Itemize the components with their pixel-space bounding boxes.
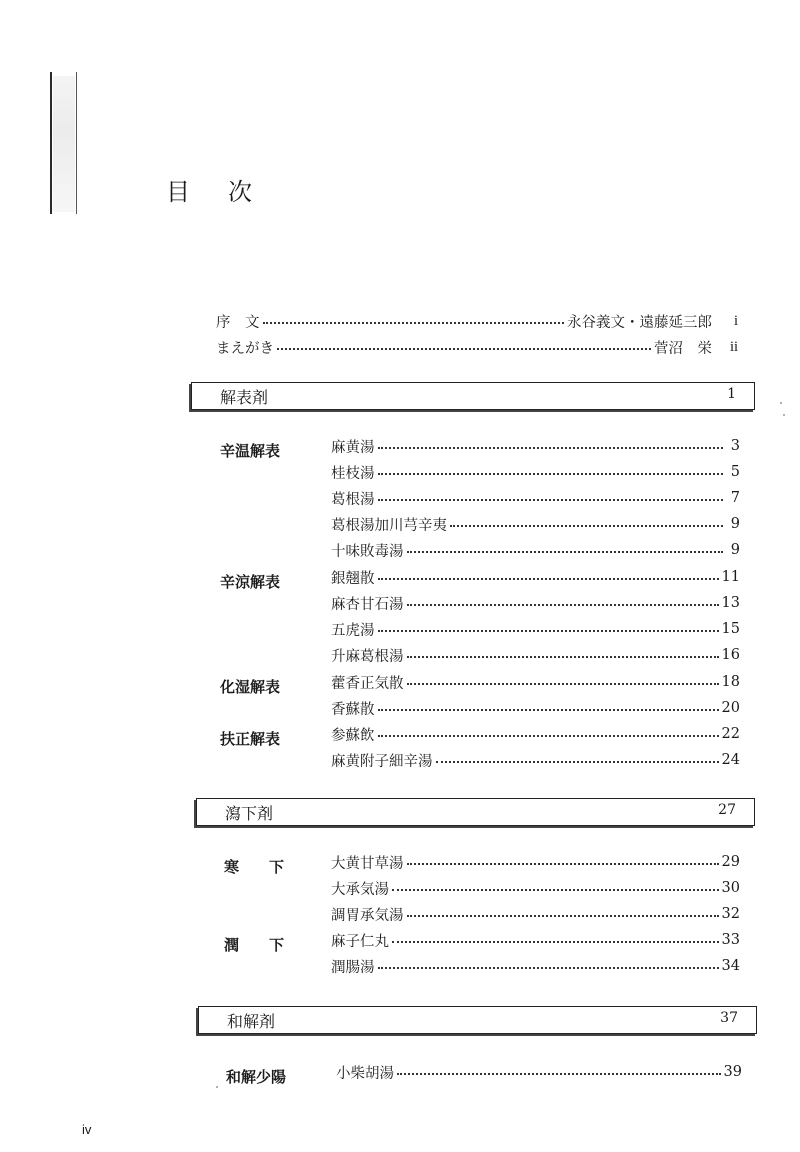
- section-page: 1: [727, 386, 736, 402]
- entry-page: 7: [730, 490, 740, 506]
- toc-preface-page: i: [733, 312, 738, 329]
- leader-dots: [263, 322, 565, 324]
- leader-dots: [407, 863, 719, 865]
- entry-page: 30: [721, 880, 740, 896]
- toc-entry[interactable]: [331, 644, 740, 666]
- toc-entry[interactable]: [331, 955, 740, 977]
- toc-preface-author: 永谷義文・遠藤延三郎: [567, 314, 712, 331]
- entry-page: 9: [730, 542, 740, 558]
- entry-name: 大承気湯: [331, 881, 389, 898]
- entry-page: 5: [730, 464, 740, 480]
- entry-page: 13: [721, 595, 740, 611]
- page-title-char-1: 目: [166, 178, 190, 206]
- section-page: 37: [720, 1010, 738, 1026]
- toc-entry[interactable]: [331, 671, 740, 693]
- entry-page: 39: [723, 1064, 742, 1080]
- leader-dots: [392, 941, 719, 943]
- entry-name: 十味敗毒湯: [331, 543, 404, 560]
- entry-page: 3: [730, 438, 740, 454]
- leader-dots: [378, 967, 719, 969]
- leader-dots: [392, 889, 719, 891]
- entry-name: 葛根湯加川芎辛夷: [331, 517, 447, 534]
- toc-entry[interactable]: [331, 592, 740, 614]
- toc-entry[interactable]: [331, 513, 740, 535]
- entry-page: 9: [730, 516, 740, 532]
- entry-name: 升麻葛根湯: [331, 648, 404, 665]
- toc-entry[interactable]: [331, 851, 740, 873]
- entry-name: 五虎湯: [331, 622, 375, 639]
- toc-entry[interactable]: [331, 461, 740, 483]
- leader-dots: [378, 447, 724, 449]
- entry-name: 調胃承気湯: [331, 907, 404, 924]
- toc-entry[interactable]: [331, 903, 740, 925]
- entry-page: 29: [721, 854, 740, 870]
- leader-dots: [450, 525, 723, 527]
- page-title: [166, 172, 252, 207]
- entry-page: 24: [721, 752, 740, 768]
- page-title-char-2: 次: [228, 178, 252, 206]
- section-page: 27: [718, 802, 736, 818]
- leader-dots: [407, 551, 724, 553]
- entry-page: 20: [721, 700, 740, 716]
- scan-speck: [780, 402, 782, 404]
- toc-entry[interactable]: [331, 723, 740, 745]
- leader-dots: [407, 915, 719, 917]
- entry-page: 34: [721, 958, 740, 974]
- entry-page: 15: [721, 621, 740, 637]
- toc-foreword-page: ii: [729, 338, 738, 355]
- category-label: 和解少陽: [226, 1068, 287, 1086]
- scan-speck: [216, 1086, 218, 1088]
- entry-name: 麻黄湯: [331, 439, 375, 456]
- page-folio: iv: [82, 1122, 92, 1137]
- toc-preface[interactable]: [216, 310, 738, 332]
- entry-page: 33: [721, 932, 740, 948]
- leader-dots: [407, 683, 719, 685]
- entry-name: 葛根湯: [331, 491, 375, 508]
- entry-name: 麻子仁丸: [331, 933, 389, 950]
- toc-entry[interactable]: [331, 749, 740, 771]
- leader-dots: [378, 735, 719, 737]
- entry-name: 麻杏甘石湯: [331, 596, 404, 613]
- toc-entry[interactable]: [331, 487, 740, 509]
- entry-name: 銀翹散: [331, 570, 375, 587]
- entry-name: 麻黄附子細辛湯: [331, 753, 433, 770]
- leader-dots: [378, 630, 719, 632]
- toc-foreword-label: まえがき: [216, 340, 274, 357]
- category-label: 辛温解表: [220, 442, 281, 460]
- section-header-3[interactable]: [198, 1006, 757, 1034]
- category-label: 扶正解表: [220, 730, 281, 748]
- category-label: 化湿解表: [220, 678, 281, 696]
- section-title: 和解剤: [227, 1012, 276, 1031]
- entry-name: 参蘇飲: [331, 727, 375, 744]
- category-label: 寒 下: [224, 858, 285, 876]
- entry-page: 16: [721, 647, 740, 663]
- toc-entry[interactable]: [331, 435, 740, 457]
- entry-name: 潤腸湯: [331, 959, 375, 976]
- page-tab-edge-inner: [76, 72, 77, 214]
- section-title: 解表剤: [220, 388, 269, 407]
- leader-dots: [436, 761, 719, 763]
- entry-name: 藿香正気散: [331, 675, 404, 692]
- toc-entry[interactable]: [331, 566, 740, 588]
- leader-dots: [378, 473, 724, 475]
- entry-page: 11: [721, 569, 740, 585]
- toc-foreword[interactable]: [216, 336, 738, 358]
- page-tab-shade: [53, 76, 75, 212]
- entry-name: 香蘇散: [331, 701, 375, 718]
- category-label: 潤 下: [224, 936, 285, 954]
- toc-entry[interactable]: [331, 697, 740, 719]
- section-header-1[interactable]: [191, 382, 755, 410]
- entry-page: 32: [721, 906, 740, 922]
- entry-name: 桂枝湯: [331, 465, 375, 482]
- leader-dots: [378, 499, 724, 501]
- leader-dots: [407, 656, 719, 658]
- toc-entry[interactable]: [331, 618, 740, 640]
- entry-page: 18: [721, 674, 740, 690]
- section-title: 瀉下剤: [225, 804, 274, 823]
- entry-name: 小柴胡湯: [336, 1065, 394, 1082]
- category-label: 辛涼解表: [220, 573, 281, 591]
- leader-dots: [378, 578, 719, 580]
- toc-entry[interactable]: [336, 1061, 742, 1083]
- toc-entry[interactable]: [331, 877, 740, 899]
- toc-entry[interactable]: [331, 539, 740, 561]
- toc-foreword-author: 菅沼 栄: [654, 340, 712, 357]
- leader-dots: [277, 348, 651, 350]
- leader-dots: [378, 709, 719, 711]
- toc-preface-label: 序 文: [216, 314, 260, 331]
- section-header-2[interactable]: [196, 798, 755, 826]
- toc-entry[interactable]: [331, 929, 740, 951]
- entry-name: 大黄甘草湯: [331, 855, 404, 872]
- scan-speck: [783, 414, 785, 416]
- page-tab-edge: [50, 72, 52, 214]
- leader-dots: [407, 604, 719, 606]
- entry-page: 22: [721, 726, 740, 742]
- leader-dots: [397, 1073, 721, 1075]
